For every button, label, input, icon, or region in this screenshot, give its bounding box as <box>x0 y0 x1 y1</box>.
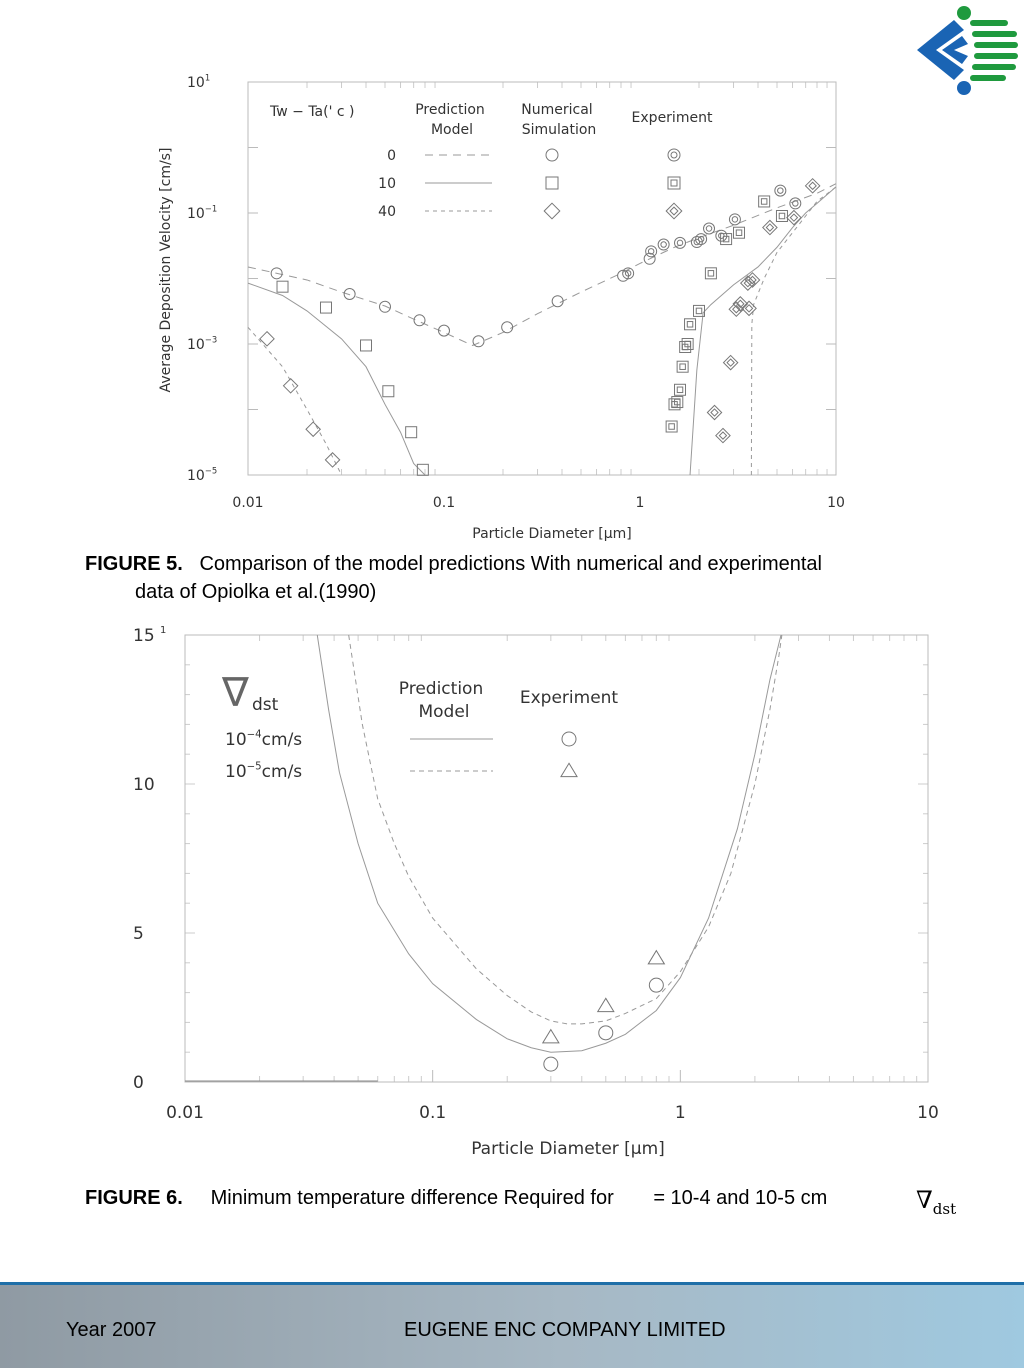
figure6-exp-point <box>598 998 614 1011</box>
nabla-glyph: ∇ <box>916 1186 933 1214</box>
figure5-model-line-0 <box>248 184 836 346</box>
figure5-sim-point-0 <box>502 322 513 333</box>
figure5-legend-exp-marker <box>668 177 680 189</box>
figure5-legend-sim-title2: Simulation <box>521 122 597 138</box>
figure6-legend-exp-marker <box>562 732 576 746</box>
figure5-exp-point-40 <box>729 302 743 316</box>
figure5-legend-sim-title: Numerical <box>521 102 593 118</box>
figure6-y-tick-label: 15 <box>133 626 155 646</box>
figure5-exp-point-40 <box>707 405 721 419</box>
figure6-x-tick-label: 10 <box>917 1103 939 1123</box>
logo-top-dot <box>957 6 971 20</box>
figure5-legend <box>269 102 713 220</box>
figure5-chart <box>0 70 1024 545</box>
figure5-x-tick-label: 0.01 <box>232 495 264 511</box>
figure5-legend-row-label: 40 <box>378 204 396 220</box>
figure5-exp-point-10 <box>705 268 716 279</box>
figure6-exp-point <box>599 1026 613 1040</box>
figure6-exp-point <box>649 978 663 992</box>
figure6-legend-nabla-sub: dst <box>252 695 279 715</box>
figure5-legend-row-label: 10 <box>378 176 396 192</box>
figure5-legend-exp-marker <box>668 149 680 161</box>
figure5-exp-point-10 <box>675 384 686 395</box>
figure5-sim-point-10 <box>361 340 372 351</box>
figure5-caption-text-line2: data of Opiolka et al.(1990) <box>135 581 377 603</box>
figure6-caption-label: FIGURE 6. <box>85 1187 183 1209</box>
figure5-exp-point-40 <box>763 220 777 234</box>
figure5-exp-point-0 <box>646 246 657 257</box>
figure5-exp-point-0 <box>658 239 669 250</box>
figure6-x-tick-label: 0.01 <box>166 1103 204 1123</box>
figure6-chart <box>0 620 1024 1165</box>
footer-year: Year 2007 <box>66 1319 157 1341</box>
figure5-y-tick-label: $10^1$ <box>187 72 211 91</box>
figure5-legend-model-title2: Model <box>430 122 474 138</box>
figure6-legend <box>221 670 618 782</box>
figure5-y-axis-label: Average Deposition Velocity [cm/s] <box>158 147 174 393</box>
figure6-y-top-mark: 1 <box>160 625 167 636</box>
figure6-legend-exp-title: Experiment <box>519 688 619 708</box>
figure5-exp-point-10 <box>759 196 770 207</box>
figure6-x-axis-label: Particle Diameter [μm] <box>471 1139 665 1159</box>
figure5-sim-point-40 <box>306 422 320 436</box>
figure6-nabla-symbol <box>916 1186 956 1218</box>
figure5-legend-exp-title: Experiment <box>631 110 713 126</box>
figure6-x-tick-label: 0.1 <box>419 1103 447 1123</box>
figure5-series <box>248 179 836 476</box>
figure5-legend-header: Tw − Ta(' c ) <box>270 104 355 120</box>
figure5-sim-point-0 <box>414 315 425 326</box>
figure5-exp-point-40 <box>805 179 819 193</box>
figure5-exp-point-0 <box>675 237 686 248</box>
figure5-exp-point-40 <box>723 355 737 369</box>
figure5-sim-point-40 <box>325 453 339 467</box>
figure5-model-line-40 <box>751 187 836 475</box>
figure5-model-line-40 <box>248 327 342 475</box>
figure5-legend-sim-marker <box>546 177 558 189</box>
figure5-sim-point-0 <box>379 301 390 312</box>
figure6-y-tick-label: 10 <box>133 775 155 795</box>
figure5-sim-point-0 <box>552 296 563 307</box>
figure6-x-tick-label: 1 <box>674 1103 686 1123</box>
figure5-sim-point-10 <box>320 302 331 313</box>
figure5-x-tick-label: 10 <box>827 495 845 511</box>
figure5-x-tick-label: 0.1 <box>432 495 456 511</box>
figure5-exp-point-0 <box>775 185 786 196</box>
figure6-caption-text: Minimum temperature difference Required for <box>210 1187 614 1209</box>
figure5-sim-point-10 <box>277 281 288 292</box>
figure5-y-tick-label: $10^{-3}$ <box>187 334 218 353</box>
footer-company: EUGENE ENC COMPANY LIMITED <box>404 1319 726 1341</box>
figure5-sim-point-40 <box>260 332 274 346</box>
figure5-exp-point-0 <box>716 230 727 241</box>
figure6-y-tick-label: 0 <box>133 1073 144 1093</box>
figure5-exp-point-10 <box>677 361 688 372</box>
figure5-x-axis-label: Particle Diameter [μm] <box>472 526 632 542</box>
figure5-exp-point-0 <box>704 223 715 234</box>
figure5-caption-text: Comparison of the model predictions With numerical and experimental <box>199 553 822 575</box>
figure6-exp-point <box>544 1057 558 1071</box>
figure6-y-tick-label: 5 <box>133 924 144 944</box>
figure5-exp-point-10 <box>666 421 677 432</box>
nabla-subscript: dst <box>932 1199 957 1218</box>
figure5-sim-point-0 <box>344 288 355 299</box>
figure5-sim-point-10 <box>406 427 417 438</box>
figure6-legend-nabla: ∇ <box>222 670 249 716</box>
figure6-legend-model-title: Prediction <box>398 679 484 699</box>
figure5-plot-frame <box>248 82 836 475</box>
figure5-caption-label: FIGURE 5. <box>85 553 183 575</box>
figure5-exp-point-0 <box>729 214 740 225</box>
figure5-caption <box>85 550 945 606</box>
figure5-legend-sim-marker <box>546 149 558 161</box>
figure6-legend-model-title2: Model <box>418 702 470 722</box>
figure5-exp-point-0 <box>790 198 801 209</box>
figure6-legend-row-label: $10^{-4}cm/s$ <box>225 729 303 750</box>
figure6-legend-exp-marker <box>561 763 577 776</box>
figure5-legend-sim-marker <box>544 203 560 219</box>
figure5-exp-point-40 <box>787 210 801 224</box>
figure5-legend-model-title: Prediction <box>415 102 485 118</box>
figure6-caption <box>85 1184 985 1212</box>
figure5-exp-point-40 <box>716 428 730 442</box>
figure6-caption-tail: = 10-4 and 10-5 cm <box>653 1187 828 1209</box>
figure5-legend-exp-marker <box>666 203 682 219</box>
figure5-exp-point-10 <box>685 319 696 330</box>
figure5-y-tick-label: $10^{-5}$ <box>187 465 218 484</box>
figure6-exp-point <box>648 951 664 964</box>
figure5-sim-point-40 <box>283 379 297 393</box>
figure6-legend-row-label: $10^{-5}cm/s$ <box>225 761 303 782</box>
figure5-exp-point-10 <box>734 227 745 238</box>
figure5-exp-point-10 <box>776 210 787 221</box>
figure5-sim-point-10 <box>383 386 394 397</box>
figure5-legend-row-label: 0 <box>387 148 396 164</box>
figure5-sim-point-0 <box>473 336 484 347</box>
figure5-sim-point-10 <box>417 464 428 475</box>
figure6-exp-point <box>543 1030 559 1043</box>
figure5-grid <box>248 82 836 475</box>
figure5-y-tick-label: $10^{-1}$ <box>187 203 218 222</box>
figure5-model-line-10 <box>690 187 836 475</box>
footer <box>0 1282 1024 1368</box>
figure5-x-tick-label: 1 <box>635 495 645 511</box>
